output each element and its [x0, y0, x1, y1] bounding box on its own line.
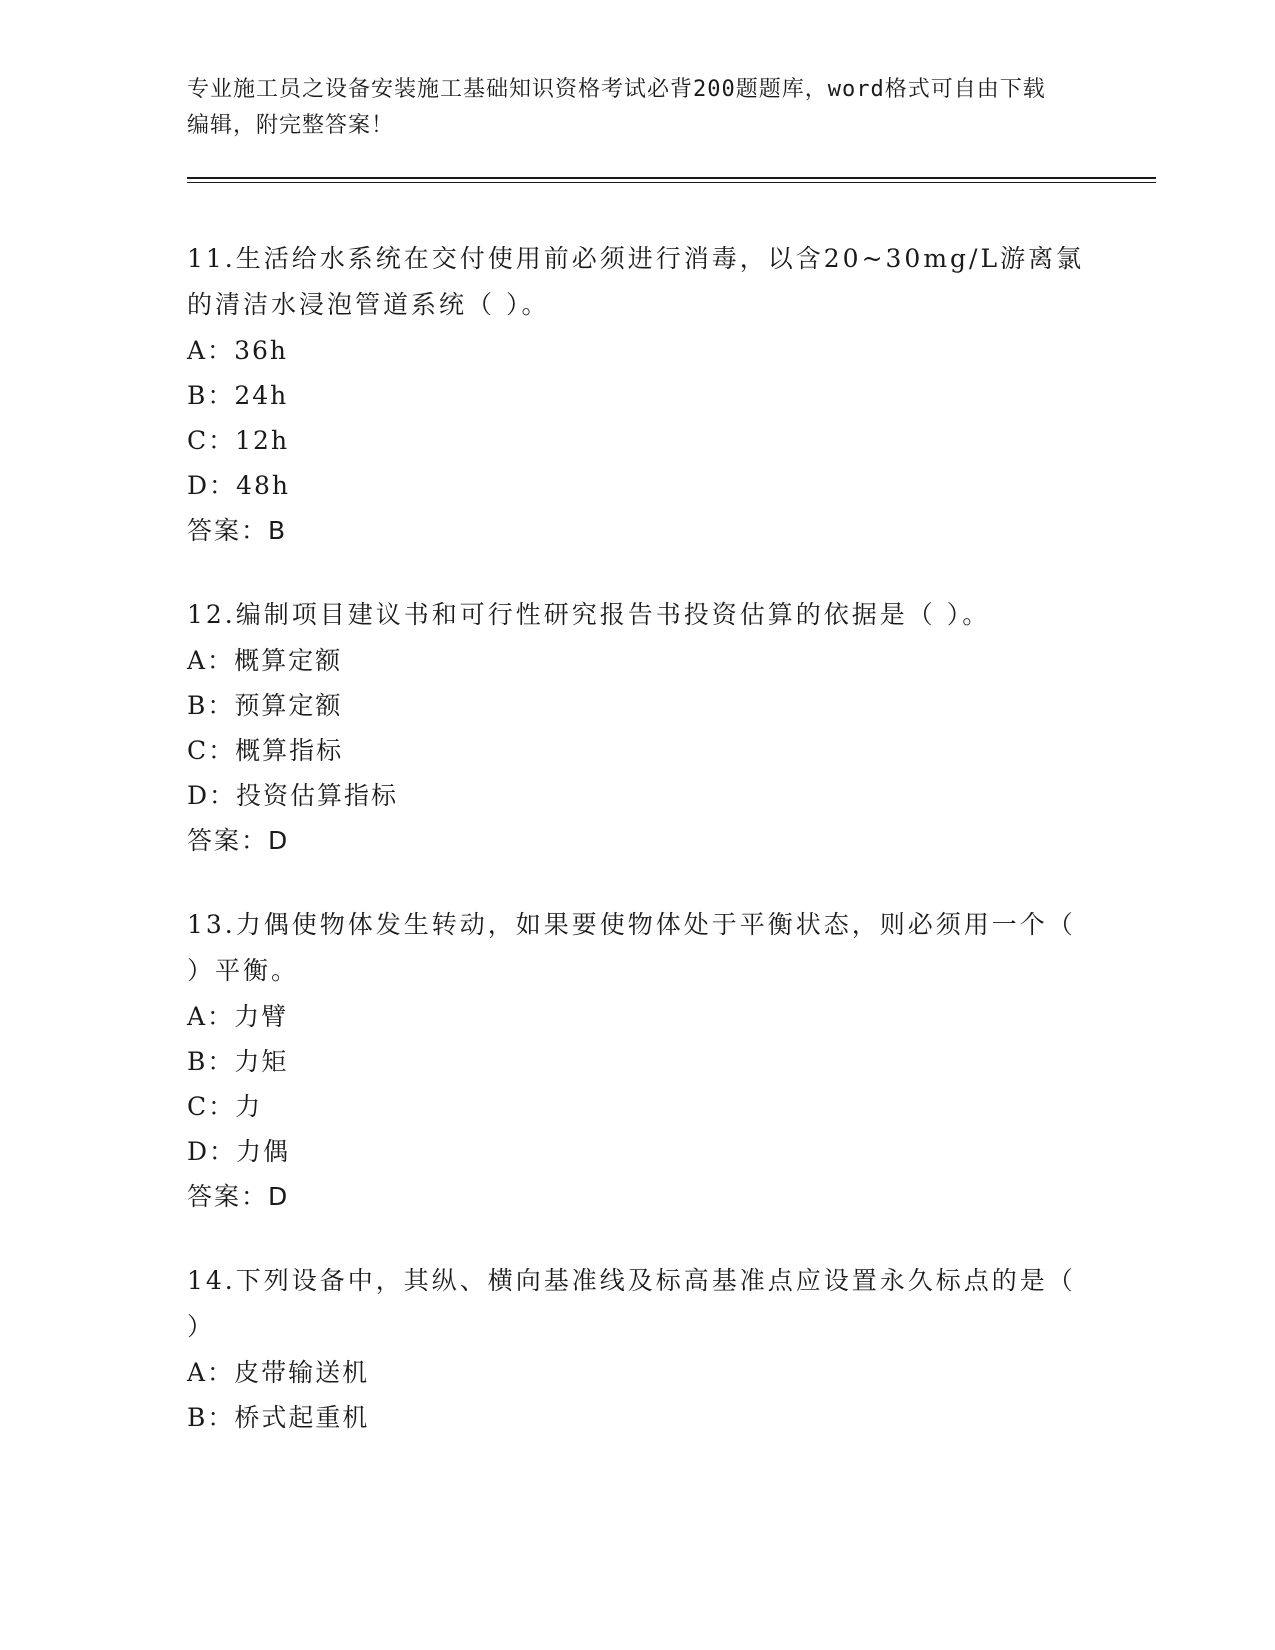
option-text: 24h	[234, 381, 289, 410]
option-key: C：	[187, 426, 236, 455]
question-stem: 11.生活给水系统在交付使用前必须进行消毒，以含20~30mg/L游离氯的清洁水浸泡管道系统（ ）。	[187, 244, 1085, 319]
question-12	[187, 592, 1087, 864]
answer-line: 答案：D	[187, 826, 290, 855]
option-key: D：	[187, 781, 237, 810]
option-key: B：	[187, 691, 235, 720]
option-text: 概算指标	[235, 736, 344, 765]
option-text: 预算定额	[234, 691, 343, 720]
option-key: A：	[187, 646, 235, 675]
question-13	[187, 902, 1087, 1220]
option-text: 力偶	[236, 1137, 291, 1166]
option-key: C：	[187, 736, 236, 765]
option-text: 力	[235, 1092, 263, 1121]
option-text: 皮带输送机	[234, 1358, 370, 1387]
option-b	[187, 373, 1087, 418]
option-text: 力矩	[234, 1047, 289, 1076]
option-b	[187, 683, 1087, 728]
question-14	[187, 1258, 1087, 1440]
option-c	[187, 418, 1087, 463]
option-c	[187, 728, 1087, 773]
option-key: C：	[187, 1092, 236, 1121]
option-key: A：	[187, 1358, 235, 1387]
option-key: D：	[187, 471, 237, 500]
option-d	[187, 463, 1087, 508]
option-key: A：	[187, 336, 235, 365]
option-a	[187, 994, 1087, 1039]
option-key: A：	[187, 1002, 235, 1031]
option-b	[187, 1395, 1087, 1440]
option-b	[187, 1039, 1087, 1084]
option-key: B：	[187, 381, 235, 410]
question-stem: 12.编制项目建议书和可行性研究报告书投资估算的依据是（ ）。	[187, 600, 991, 629]
option-d	[187, 1129, 1087, 1174]
option-a	[187, 638, 1087, 683]
question-stem: 13.力偶使物体发生转动，如果要使物体处于平衡状态，则必须用一个（ ）平衡。	[187, 910, 1076, 985]
option-a	[187, 1350, 1087, 1395]
option-key: D：	[187, 1137, 237, 1166]
option-text: 力臂	[234, 1002, 289, 1031]
option-c	[187, 1084, 1087, 1129]
question-list	[187, 236, 1087, 1478]
answer-line: 答案：B	[187, 516, 288, 545]
option-d	[187, 773, 1087, 818]
option-text: 48h	[236, 471, 290, 500]
option-text: 36h	[234, 336, 288, 365]
option-text: 12h	[235, 426, 290, 455]
option-text: 投资估算指标	[236, 781, 399, 810]
header-divider-thin	[187, 182, 1156, 183]
question-stem: 14.下列设备中，其纵、横向基准线及标高基准点应设置永久标点的是（ ）	[187, 1266, 1076, 1341]
option-key: B：	[187, 1047, 235, 1076]
option-a	[187, 328, 1087, 373]
option-text: 桥式起重机	[234, 1403, 370, 1432]
header-divider-thick	[187, 177, 1156, 179]
document-header: 专业施工员之设备安装施工基础知识资格考试必背200题题库，word格式可自由下载编辑，附完整答案！	[187, 77, 1046, 138]
option-text: 概算定额	[234, 646, 343, 675]
answer-line: 答案：D	[187, 1182, 290, 1211]
option-key: B：	[187, 1403, 235, 1432]
question-11	[187, 236, 1087, 554]
